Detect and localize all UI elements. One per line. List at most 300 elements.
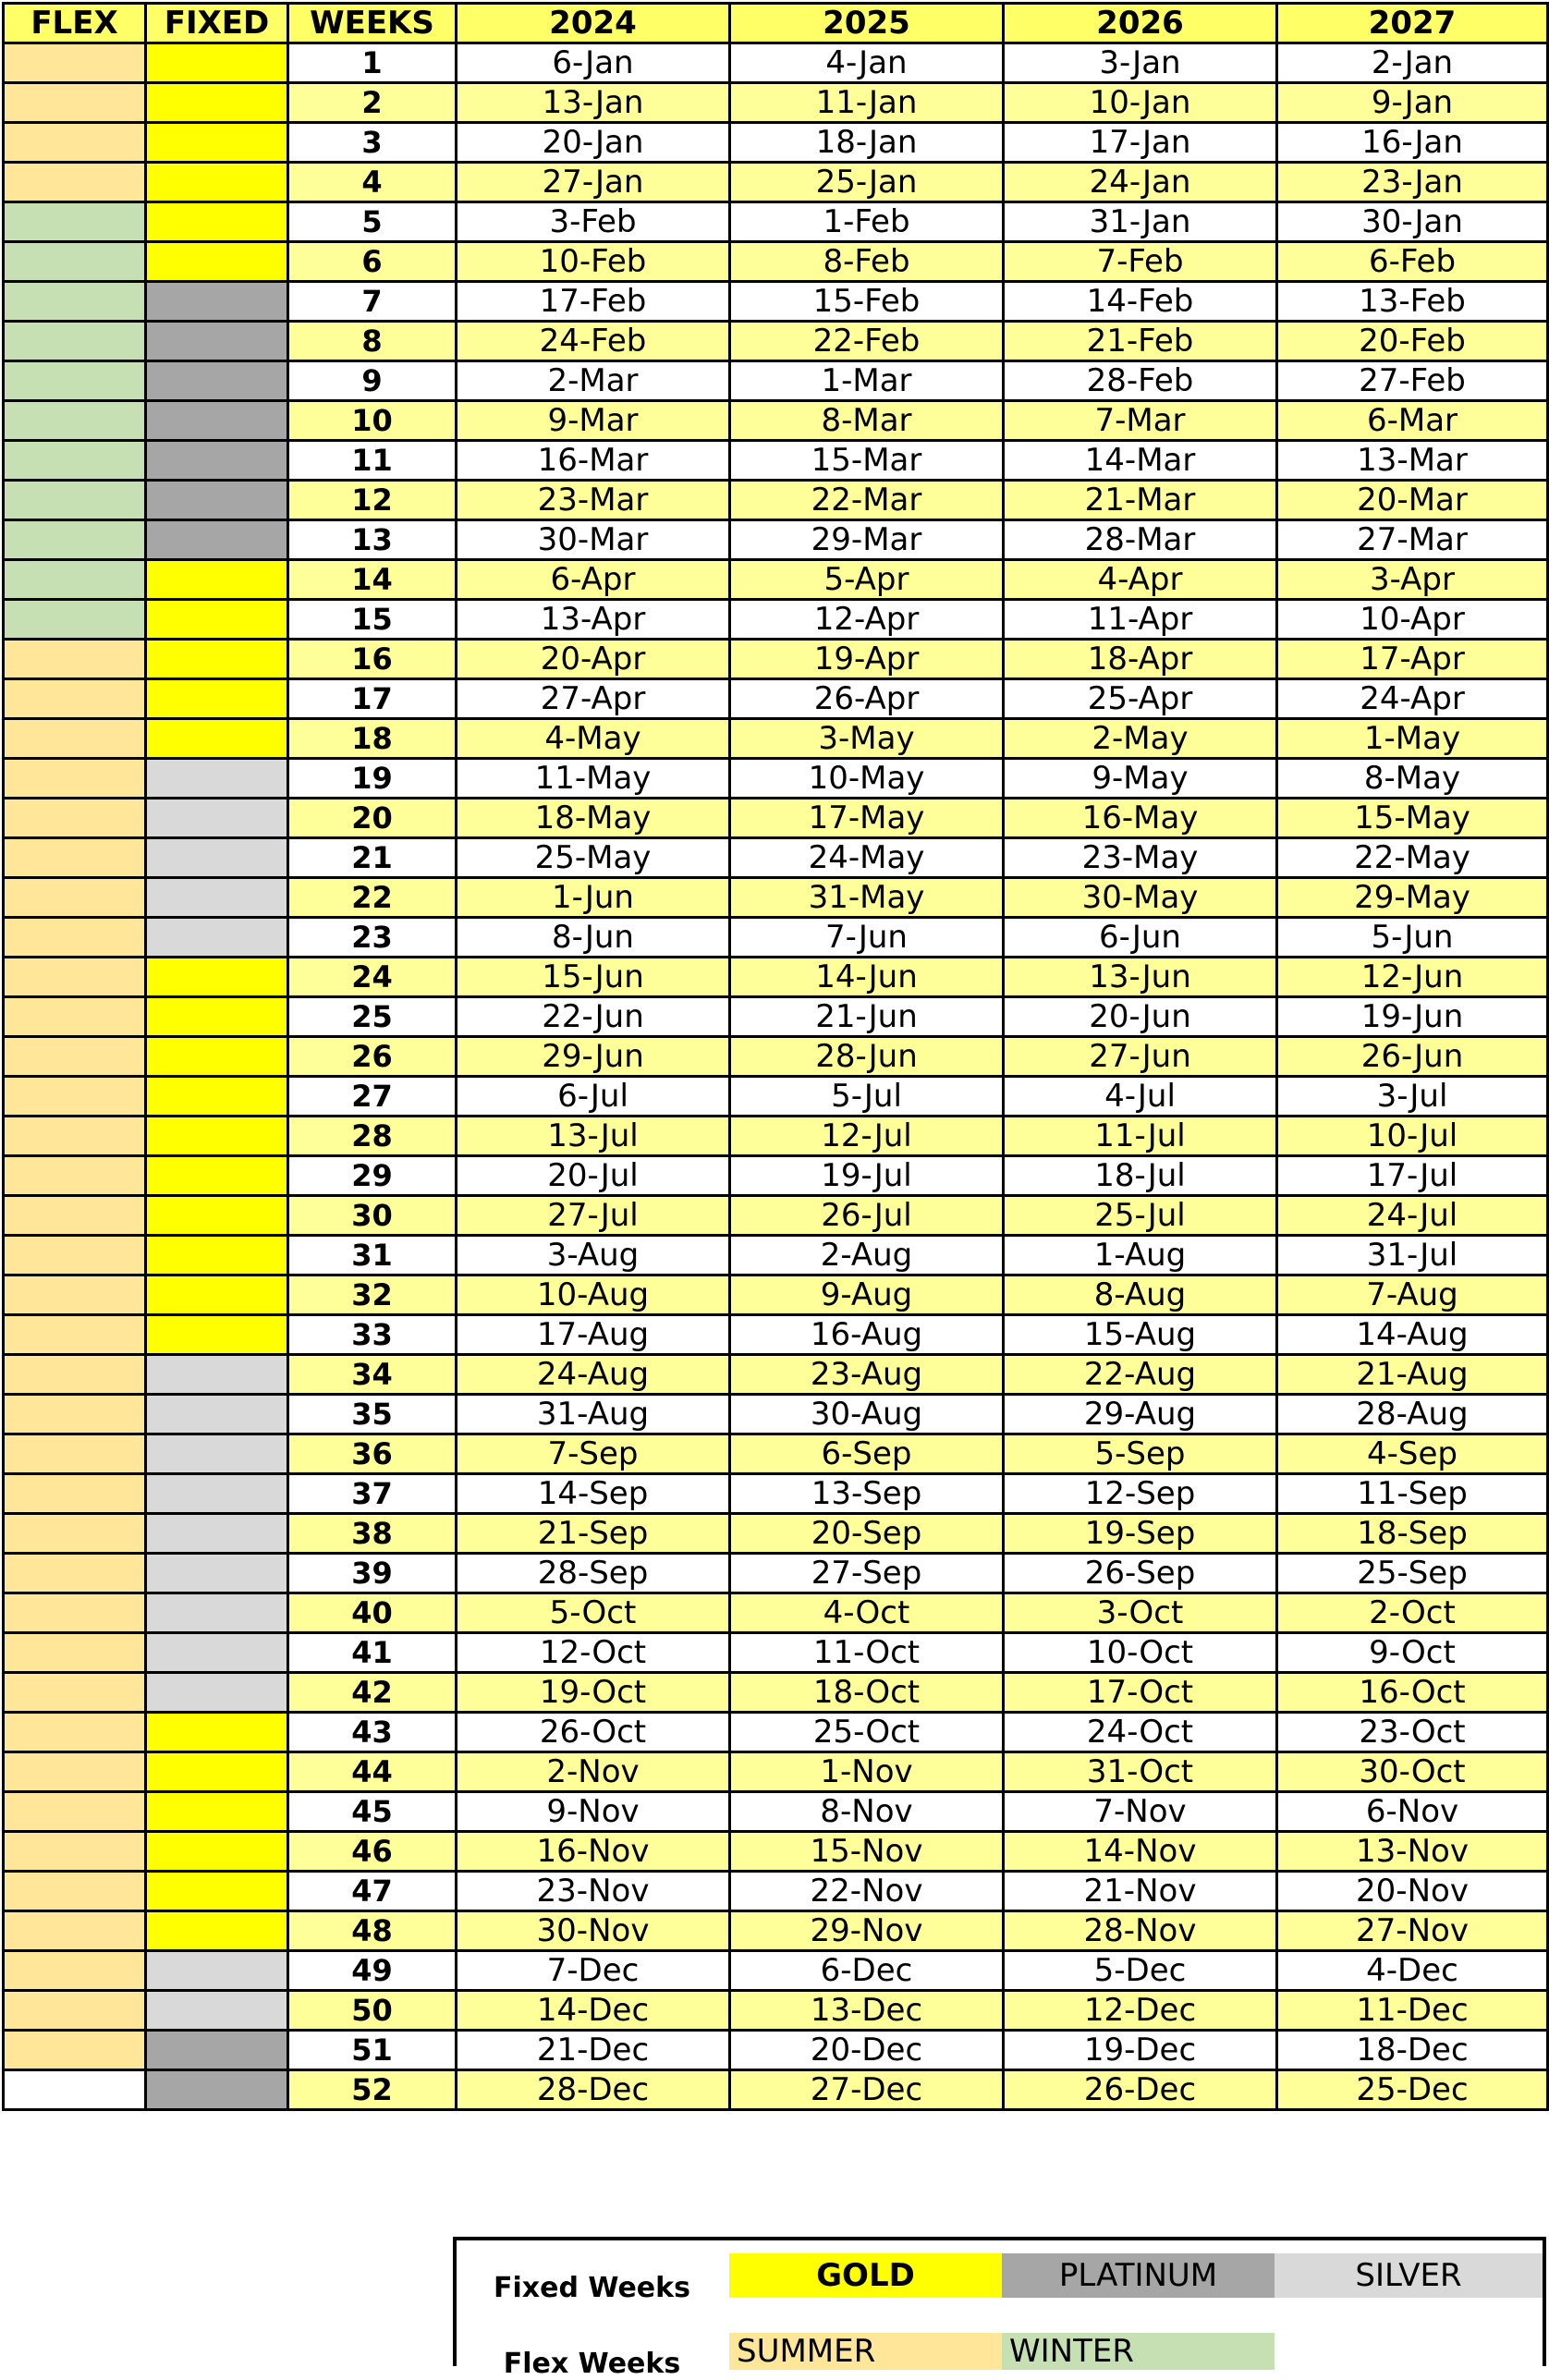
date-cell-2025: 15-Mar [730,441,1004,481]
date-cell-2027: 24-Jul [1277,1196,1548,1236]
date-cell-2026: 12-Sep [1004,1474,1277,1514]
flex-season-cell [4,1315,146,1355]
date-cell-2026: 30-May [1004,878,1277,918]
fixed-tier-cell [146,1951,288,1991]
legend-winter-swatch: WINTER [1002,2333,1275,2370]
header-fixed: FIXED [146,4,288,43]
date-cell-2024: 13-Apr [457,600,730,640]
table-row [4,1196,1548,1236]
fixed-tier-cell [146,43,288,83]
flex-season-cell [4,1832,146,1872]
date-cell-2026: 11-Apr [1004,600,1277,640]
week-number-cell: 36 [288,1434,457,1474]
week-number-cell: 19 [288,759,457,799]
date-cell-2024: 8-Jun [457,918,730,958]
date-cell-2026: 18-Jul [1004,1156,1277,1196]
date-cell-2027: 2-Jan [1277,43,1548,83]
week-number-cell: 46 [288,1832,457,1872]
table-body [4,43,1548,2110]
flex-season-cell [4,123,146,163]
flex-season-cell [4,1872,146,1911]
flex-season-cell [4,1951,146,1991]
date-cell-2027: 29-May [1277,878,1548,918]
date-cell-2024: 9-Mar [457,401,730,441]
date-cell-2025: 29-Mar [730,520,1004,560]
date-cell-2025: 8-Mar [730,401,1004,441]
date-cell-2025: 12-Apr [730,600,1004,640]
flex-season-cell [4,1474,146,1514]
flex-season-cell [4,322,146,361]
week-number-cell: 41 [288,1633,457,1673]
flex-season-cell [4,1673,146,1713]
date-cell-2025: 10-May [730,759,1004,799]
date-cell-2026: 20-Jun [1004,997,1277,1037]
date-cell-2025: 17-May [730,799,1004,838]
fixed-tier-cell [146,719,288,759]
flex-season-cell [4,918,146,958]
flex-season-cell [4,878,146,918]
week-number-cell: 24 [288,958,457,997]
date-cell-2024: 11-May [457,759,730,799]
fixed-tier-cell [146,600,288,640]
header-year-2027: 2027 [1277,4,1548,43]
fixed-tier-cell [146,441,288,481]
date-cell-2025: 13-Dec [730,1991,1004,2031]
flex-season-cell [4,1117,146,1156]
date-cell-2024: 2-Nov [457,1752,730,1792]
fixed-tier-cell [146,481,288,520]
date-cell-2025: 18-Jan [730,123,1004,163]
header-year-2026: 2026 [1004,4,1277,43]
date-cell-2024: 23-Mar [457,481,730,520]
date-cell-2025: 6-Dec [730,1951,1004,1991]
date-cell-2025: 27-Dec [730,2070,1004,2110]
date-cell-2026: 7-Mar [1004,401,1277,441]
date-cell-2026: 2-May [1004,719,1277,759]
date-cell-2027: 11-Dec [1277,1991,1548,2031]
date-cell-2025: 22-Feb [730,322,1004,361]
date-cell-2026: 4-Apr [1004,560,1277,600]
date-cell-2025: 15-Feb [730,282,1004,322]
fixed-tier-cell [146,1474,288,1514]
week-number-cell: 16 [288,640,457,679]
date-cell-2025: 1-Mar [730,361,1004,401]
date-cell-2027: 28-Aug [1277,1395,1548,1434]
legend-summer-swatch: SUMMER [729,2333,1002,2370]
fixed-tier-cell [146,1792,288,1832]
week-number-cell: 48 [288,1911,457,1951]
flex-season-cell [4,43,146,83]
date-cell-2024: 6-Jan [457,43,730,83]
date-cell-2026: 7-Nov [1004,1792,1277,1832]
date-cell-2027: 17-Apr [1277,640,1548,679]
week-number-cell: 23 [288,918,457,958]
date-cell-2027: 18-Sep [1277,1514,1548,1554]
flex-season-cell [4,282,146,322]
date-cell-2026: 1-Aug [1004,1236,1277,1275]
fixed-tier-cell [146,997,288,1037]
fixed-tier-cell [146,1832,288,1872]
date-cell-2026: 23-May [1004,838,1277,878]
date-cell-2025: 20-Sep [730,1514,1004,1554]
flex-season-cell [4,958,146,997]
table-row [4,918,1548,958]
week-number-cell: 50 [288,1991,457,2031]
flex-season-cell [4,1196,146,1236]
table-row [4,1713,1548,1752]
table-row [4,123,1548,163]
date-cell-2024: 25-May [457,838,730,878]
table-row [4,838,1548,878]
week-number-cell: 52 [288,2070,457,2110]
date-cell-2024: 20-Jan [457,123,730,163]
date-cell-2027: 17-Jul [1277,1156,1548,1196]
fixed-tier-cell [146,1196,288,1236]
flex-season-cell [4,1037,146,1077]
date-cell-2024: 6-Jul [457,1077,730,1117]
flex-season-cell [4,242,146,282]
date-cell-2026: 17-Oct [1004,1673,1277,1713]
table-row [4,1633,1548,1673]
legend-gold-swatch: GOLD [729,2253,1002,2298]
date-cell-2024: 9-Nov [457,1792,730,1832]
table-row [4,1117,1548,1156]
date-cell-2025: 9-Aug [730,1275,1004,1315]
date-cell-2025: 19-Apr [730,640,1004,679]
date-cell-2027: 18-Dec [1277,2031,1548,2070]
date-cell-2024: 17-Feb [457,282,730,322]
table-row [4,600,1548,640]
table-row [4,361,1548,401]
date-cell-2024: 7-Sep [457,1434,730,1474]
date-cell-2027: 25-Sep [1277,1554,1548,1593]
table-row [4,1593,1548,1633]
flex-season-cell [4,1593,146,1633]
date-cell-2027: 21-Aug [1277,1355,1548,1395]
date-cell-2027: 30-Jan [1277,202,1548,242]
date-cell-2026: 19-Sep [1004,1514,1277,1554]
date-cell-2026: 27-Jun [1004,1037,1277,1077]
fixed-tier-cell [146,1315,288,1355]
date-cell-2025: 12-Jul [730,1117,1004,1156]
date-cell-2024: 3-Feb [457,202,730,242]
header-weeks: WEEKS [288,4,457,43]
table-row [4,1991,1548,2031]
flex-season-cell [4,799,146,838]
date-cell-2026: 26-Dec [1004,2070,1277,2110]
fixed-tier-cell [146,361,288,401]
date-cell-2025: 1-Feb [730,202,1004,242]
date-cell-2025: 4-Jan [730,43,1004,83]
date-cell-2024: 14-Dec [457,1991,730,2031]
week-number-cell: 5 [288,202,457,242]
week-number-cell: 20 [288,799,457,838]
table-row [4,1077,1548,1117]
fixed-tier-cell [146,242,288,282]
date-cell-2024: 4-May [457,719,730,759]
date-cell-2026: 5-Sep [1004,1434,1277,1474]
fixed-tier-cell [146,1156,288,1196]
date-cell-2024: 16-Nov [457,1832,730,1872]
date-cell-2024: 16-Mar [457,441,730,481]
date-cell-2026: 14-Nov [1004,1832,1277,1872]
date-cell-2026: 21-Nov [1004,1872,1277,1911]
header-year-2025: 2025 [730,4,1004,43]
fixed-tier-cell [146,1872,288,1911]
flex-season-cell [4,719,146,759]
date-cell-2026: 10-Jan [1004,83,1277,123]
date-cell-2025: 11-Oct [730,1633,1004,1673]
date-cell-2025: 15-Nov [730,1832,1004,1872]
table-row [4,719,1548,759]
date-cell-2025: 4-Oct [730,1593,1004,1633]
fixed-tier-cell [146,838,288,878]
table-row [4,322,1548,361]
date-cell-2027: 13-Nov [1277,1832,1548,1872]
flex-season-cell [4,1236,146,1275]
date-cell-2024: 10-Feb [457,242,730,282]
fixed-tier-cell [146,282,288,322]
date-cell-2025: 14-Jun [730,958,1004,997]
table-row [4,679,1548,719]
date-cell-2024: 2-Mar [457,361,730,401]
date-cell-2025: 20-Dec [730,2031,1004,2070]
date-cell-2024: 24-Feb [457,322,730,361]
flex-season-cell [4,1434,146,1474]
date-cell-2025: 3-May [730,719,1004,759]
table-row [4,1037,1548,1077]
week-number-cell: 29 [288,1156,457,1196]
week-number-cell: 42 [288,1673,457,1713]
table-row [4,640,1548,679]
date-cell-2024: 20-Apr [457,640,730,679]
flex-season-cell [4,679,146,719]
flex-season-cell [4,759,146,799]
week-number-cell: 32 [288,1275,457,1315]
date-cell-2027: 9-Jan [1277,83,1548,123]
header-year-2024: 2024 [457,4,730,43]
fixed-tier-cell [146,401,288,441]
date-cell-2024: 28-Sep [457,1554,730,1593]
table-row [4,1434,1548,1474]
flex-season-cell [4,401,146,441]
legend-fixed-weeks-label: Fixed Weeks [494,2272,690,2304]
date-cell-2024: 12-Oct [457,1633,730,1673]
table-row [4,163,1548,202]
date-cell-2025: 7-Jun [730,918,1004,958]
table-row [4,1514,1548,1554]
week-number-cell: 15 [288,600,457,640]
legend [453,2237,1546,2380]
date-cell-2025: 21-Jun [730,997,1004,1037]
flex-season-cell [4,1355,146,1395]
date-cell-2025: 5-Apr [730,560,1004,600]
week-number-cell: 25 [288,997,457,1037]
fixed-tier-cell [146,560,288,600]
fixed-tier-cell [146,799,288,838]
week-number-cell: 7 [288,282,457,322]
date-cell-2026: 31-Oct [1004,1752,1277,1792]
date-cell-2024: 24-Aug [457,1355,730,1395]
date-cell-2027: 23-Oct [1277,1713,1548,1752]
date-cell-2025: 26-Jul [730,1196,1004,1236]
date-cell-2026: 24-Oct [1004,1713,1277,1752]
flex-season-cell [4,83,146,123]
week-number-cell: 30 [288,1196,457,1236]
flex-season-cell [4,1752,146,1792]
date-cell-2024: 18-May [457,799,730,838]
date-cell-2025: 22-Nov [730,1872,1004,1911]
date-cell-2024: 30-Mar [457,520,730,560]
fixed-tier-cell [146,1713,288,1752]
date-cell-2026: 11-Jul [1004,1117,1277,1156]
date-cell-2027: 25-Dec [1277,2070,1548,2110]
week-number-cell: 9 [288,361,457,401]
fixed-tier-cell [146,1395,288,1434]
flex-season-cell [4,1792,146,1832]
fixed-tier-cell [146,163,288,202]
date-cell-2026: 22-Aug [1004,1355,1277,1395]
table-row [4,1156,1548,1196]
table-row [4,1673,1548,1713]
fixed-tier-cell [146,1117,288,1156]
date-cell-2025: 28-Jun [730,1037,1004,1077]
week-number-cell: 39 [288,1554,457,1593]
fixed-tier-cell [146,520,288,560]
date-cell-2026: 21-Feb [1004,322,1277,361]
date-cell-2027: 20-Nov [1277,1872,1548,1911]
date-cell-2024: 21-Dec [457,2031,730,2070]
date-cell-2025: 6-Sep [730,1434,1004,1474]
table-row [4,1554,1548,1593]
table-row [4,1752,1548,1792]
table-row [4,1832,1548,1872]
date-cell-2027: 2-Oct [1277,1593,1548,1633]
week-number-cell: 17 [288,679,457,719]
week-number-cell: 11 [288,441,457,481]
fixed-tier-cell [146,1236,288,1275]
date-cell-2024: 20-Jul [457,1156,730,1196]
week-number-cell: 34 [288,1355,457,1395]
date-cell-2024: 13-Jan [457,83,730,123]
week-number-cell: 31 [288,1236,457,1275]
date-cell-2025: 8-Feb [730,242,1004,282]
flex-season-cell [4,1991,146,2031]
date-cell-2026: 12-Dec [1004,1991,1277,2031]
flex-season-cell [4,163,146,202]
date-cell-2027: 11-Sep [1277,1474,1548,1514]
date-cell-2027: 9-Oct [1277,1633,1548,1673]
date-cell-2026: 24-Jan [1004,163,1277,202]
fixed-tier-cell [146,1673,288,1713]
date-cell-2026: 31-Jan [1004,202,1277,242]
fixed-tier-cell [146,1752,288,1792]
date-cell-2025: 31-May [730,878,1004,918]
week-number-cell: 21 [288,838,457,878]
date-cell-2027: 6-Mar [1277,401,1548,441]
week-number-cell: 43 [288,1713,457,1752]
table-row [4,1275,1548,1315]
flex-season-cell [4,838,146,878]
flex-season-cell [4,1554,146,1593]
fixed-tier-cell [146,202,288,242]
flex-season-cell [4,640,146,679]
flex-season-cell [4,1911,146,1951]
date-cell-2027: 27-Mar [1277,520,1548,560]
flex-season-cell [4,2031,146,2070]
fixed-tier-cell [146,1037,288,1077]
fixed-tier-cell [146,958,288,997]
date-cell-2027: 14-Aug [1277,1315,1548,1355]
date-cell-2025: 1-Nov [730,1752,1004,1792]
date-cell-2024: 27-Jul [457,1196,730,1236]
week-number-cell: 10 [288,401,457,441]
week-number-cell: 1 [288,43,457,83]
date-cell-2025: 2-Aug [730,1236,1004,1275]
date-cell-2026: 15-Aug [1004,1315,1277,1355]
date-cell-2025: 8-Nov [730,1792,1004,1832]
week-number-cell: 14 [288,560,457,600]
date-cell-2024: 31-Aug [457,1395,730,1434]
date-cell-2027: 13-Mar [1277,441,1548,481]
date-cell-2027: 16-Jan [1277,123,1548,163]
date-cell-2025: 23-Aug [730,1355,1004,1395]
table-row [4,958,1548,997]
table-row [4,1395,1548,1434]
fixed-tier-cell [146,759,288,799]
date-cell-2027: 24-Apr [1277,679,1548,719]
week-number-cell: 2 [288,83,457,123]
fixed-tier-cell [146,1077,288,1117]
table-row [4,1315,1548,1355]
date-cell-2024: 19-Oct [457,1673,730,1713]
fixed-tier-cell [146,679,288,719]
flex-season-cell [4,560,146,600]
date-cell-2027: 3-Apr [1277,560,1548,600]
date-cell-2027: 4-Sep [1277,1434,1548,1474]
date-cell-2024: 14-Sep [457,1474,730,1514]
week-number-cell: 38 [288,1514,457,1554]
date-cell-2027: 31-Jul [1277,1236,1548,1275]
date-cell-2025: 13-Sep [730,1474,1004,1514]
date-cell-2025: 30-Aug [730,1395,1004,1434]
date-cell-2025: 18-Oct [730,1673,1004,1713]
date-cell-2027: 5-Jun [1277,918,1548,958]
date-cell-2027: 13-Feb [1277,282,1548,322]
table-row [4,560,1548,600]
date-cell-2024: 30-Nov [457,1911,730,1951]
table-row [4,2031,1548,2070]
week-number-cell: 27 [288,1077,457,1117]
date-cell-2027: 10-Jul [1277,1117,1548,1156]
date-cell-2024: 17-Aug [457,1315,730,1355]
date-cell-2027: 20-Feb [1277,322,1548,361]
date-cell-2025: 24-May [730,838,1004,878]
date-cell-2027: 20-Mar [1277,481,1548,520]
flex-season-cell [4,1156,146,1196]
date-cell-2025: 22-Mar [730,481,1004,520]
table-row [4,1792,1548,1832]
date-cell-2026: 10-Oct [1004,1633,1277,1673]
fixed-tier-cell [146,123,288,163]
table-row [4,1872,1548,1911]
date-cell-2024: 6-Apr [457,560,730,600]
week-number-cell: 4 [288,163,457,202]
week-number-cell: 47 [288,1872,457,1911]
date-cell-2027: 8-May [1277,759,1548,799]
header-flex: FLEX [4,4,146,43]
date-cell-2024: 27-Apr [457,679,730,719]
